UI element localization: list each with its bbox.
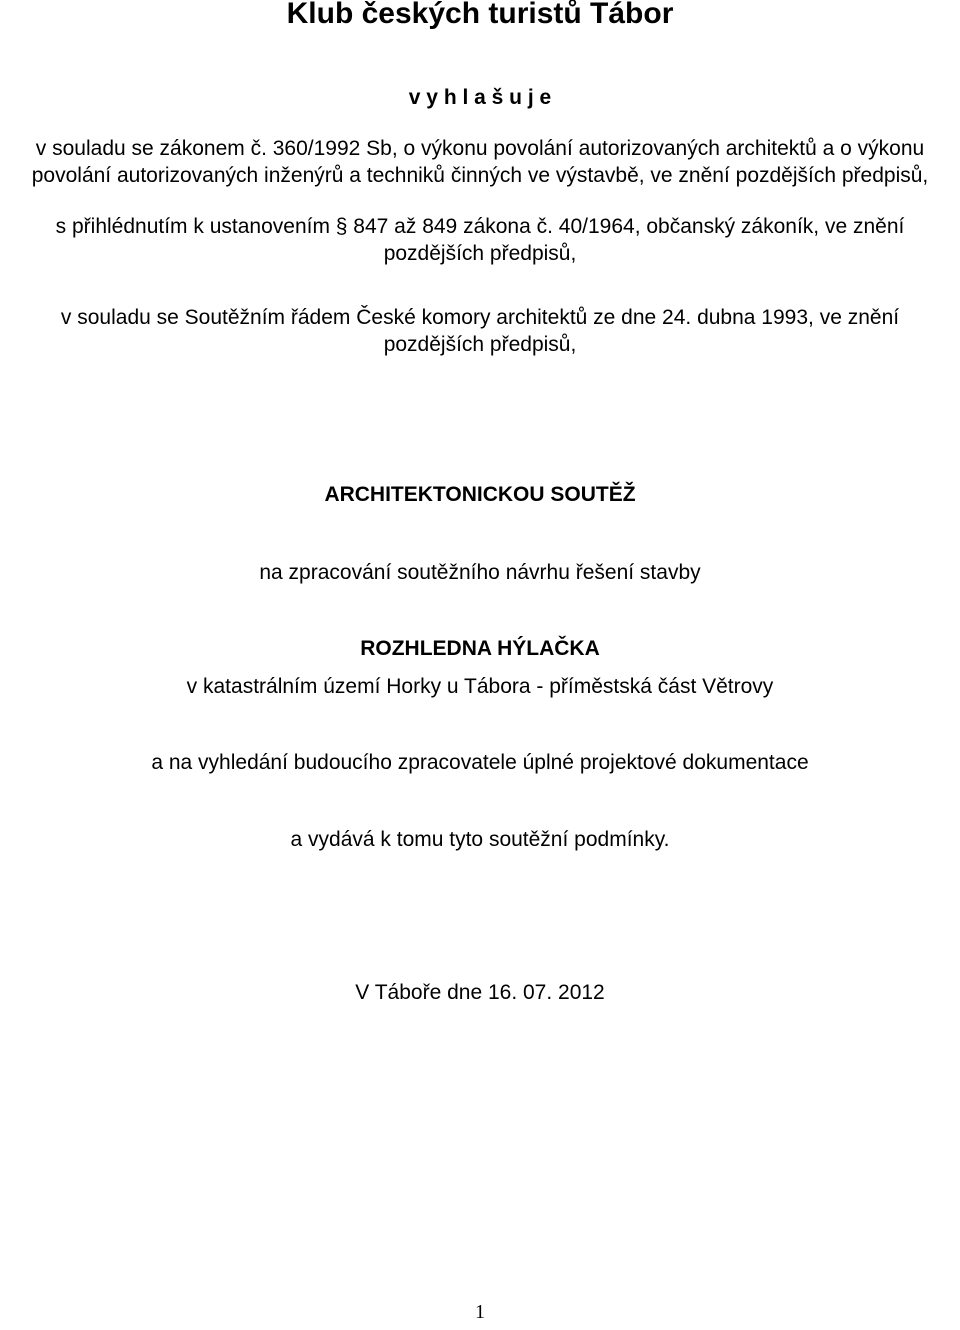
location-text: v katastrálním území Horky u Tábora - příměstská část Větrovy: [186, 675, 774, 698]
page-number: 1: [475, 1301, 485, 1323]
purpose-text: na zpracování soutěžního návrhu řešení stavby: [259, 561, 701, 584]
project-name-heading: ROZHLEDNA HÝLAČKA: [360, 637, 600, 660]
secondary-purpose-text: a na vyhledání budoucího zpracovatele úplné projektové dokumentace: [151, 751, 809, 774]
announcement-spaced: v y h l a š u j e: [408, 86, 552, 109]
legal-basis-line-2: povolání autorizovaných inženýrů a techniků činných ve výstavbě, ve znění pozdějších předpisů,: [31, 164, 929, 187]
legal-basis-line-6: pozdějších předpisů,: [383, 333, 577, 356]
date-line: V Táboře dne 16. 07. 2012: [355, 981, 605, 1004]
legal-basis-line-5: v souladu se Soutěžním řádem České komory architektů ze dne 24. dubna 1993, ve znění: [60, 306, 900, 329]
legal-basis-line-3: s přihlédnutím k ustanovením § 847 až 849 zákona č. 40/1964, občanský zákoník, ve znění: [55, 215, 905, 238]
legal-basis-line-4: pozdějších předpisů,: [383, 242, 577, 265]
legal-basis-line-1: v souladu se zákonem č. 360/1992 Sb, o výkonu povolání autorizovaných architektů a o výkonu: [35, 137, 925, 160]
competition-type-heading: ARCHITEKTONICKOU SOUTĚŽ: [324, 483, 636, 506]
conditions-text: a vydává k tomu tyto soutěžní podmínky.: [290, 828, 670, 851]
document-title: Klub českých turistů Tábor: [286, 0, 674, 30]
